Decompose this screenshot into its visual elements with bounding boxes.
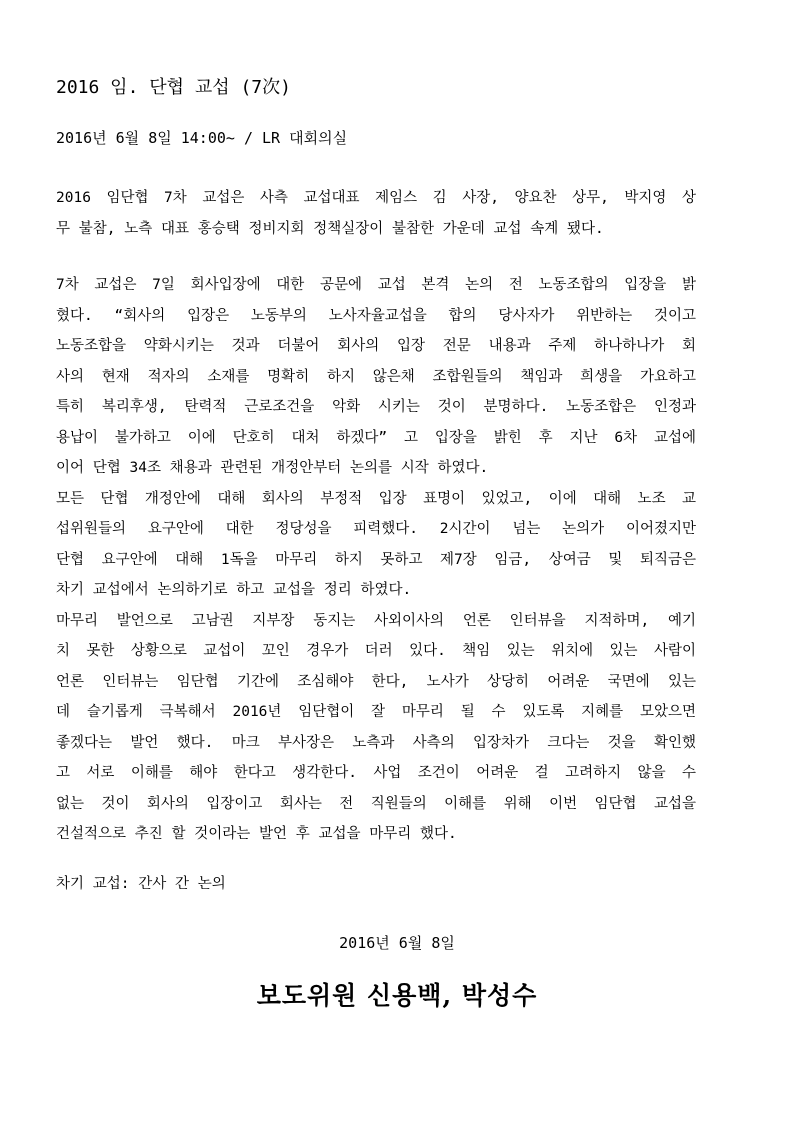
paragraph-attendance	[56, 183, 696, 244]
next-meeting-note: 차기 교섭: 간사 간 논의	[56, 876, 226, 892]
paragraph-line: 섭위원들의 요구안에 대한 정당성을 피력했다. 2시간이 넘는 논의가 이어졌지만	[56, 521, 696, 537]
paragraph-line: 특히 복리후생, 탄력적 근로조건을 악화 시키는 것이 분명하다. 노동조합은 인정과	[56, 399, 696, 415]
document-title: 2016 임. 단협 교섭 (7次)	[56, 77, 291, 98]
paragraph-line: 차기 교섭에서 논의하기로 하고 교섭을 정리 하였다.	[56, 582, 412, 598]
paragraph-line: 2016 임단협 7차 교섭은 사측 교섭대표 제임스 김 사장, 양요찬 상무, 박지영 상	[56, 190, 696, 206]
paragraph-line: 무 불참, 노측 대표 홍승택 정비지회 정책실장이 불참한 가운데 교섭 속계 됐다.	[56, 220, 604, 237]
paragraph-body	[56, 270, 696, 850]
meeting-date-location: 2016년 6월 8일 14:00~ / LR 대회의실	[56, 129, 348, 147]
paragraph-line: 없는 것이 회사의 입장이고 회사는 전 직원들의 이해를 위해 이번 임단협 교섭을	[56, 795, 696, 812]
paragraph-line: 용납이 불가하고 이에 단호히 대처 하겠다” 고 입장을 밝힌 후 지난 6차 교섭에	[56, 429, 696, 446]
paragraph-line: 단협 요구안에 대해 1독을 마무리 하지 못하고 제7장 임금, 상여금 및 퇴직금은	[56, 551, 696, 568]
paragraph-line: 이어 단협 34조 채용과 관련된 개정안부터 논의를 시작 하였다.	[56, 460, 489, 476]
paragraph-line: 고 서로 이해를 해야 한다고 생각한다. 사업 조건이 어려운 걸 고려하지 않을 수	[56, 765, 696, 781]
paragraph-line: 치 못한 상황으로 교섭이 꼬인 경우가 더러 있다. 책임 있는 위치에 있는 사람이	[56, 643, 696, 659]
paragraph-line: 혔다. “회사의 입장은 노동부의 노사자율교섭을 합의 당사자가 위반하는 것이고	[56, 307, 696, 324]
paragraph-line: 7차 교섭은 7일 회사입장에 대한 공문에 교섭 본격 논의 전 노동조합의 입장을 밝	[56, 277, 696, 293]
paragraph-line: 노동조합을 약화시키는 것과 더불어 회사의 입장 전문 내용과 주제 하나하나가 회	[56, 338, 696, 354]
paragraph-line: 사의 현재 적자의 소재를 명확히 하지 않은채 조합원들의 책임과 희생을 가요하고	[56, 368, 696, 385]
report-date: 2016년 6월 8일	[339, 934, 455, 952]
paragraph-line: 좋겠다는 발언 했다. 마크 부사장은 노측과 사측의 입장차가 크다는 것을 확인했	[56, 734, 696, 751]
paragraph-line: 마무리 발언으로 고남권 지부장 동지는 사외이사의 언론 인터뷰을 지적하며, 예기	[56, 612, 696, 629]
paragraph-line: 언론 인터뷰는 임단협 기간에 조심해야 한다, 노사가 상당히 어려운 국면에 있는	[56, 673, 696, 690]
paragraph-line: 모든 단협 개정안에 대해 회사의 부정적 입장 표명이 있었고, 이에 대해 노조 교	[56, 490, 696, 507]
reporters-signature: 보도위원 신용백, 박성수	[256, 981, 538, 1010]
paragraph-line: 건설적으로 추진 할 것이라는 발언 후 교섭을 마무리 했다.	[56, 826, 457, 842]
paragraph-line: 데 슬기롭게 극복해서 2016년 임단협이 잘 마무리 될 수 있도록 지혜를 모았으면	[56, 704, 696, 720]
